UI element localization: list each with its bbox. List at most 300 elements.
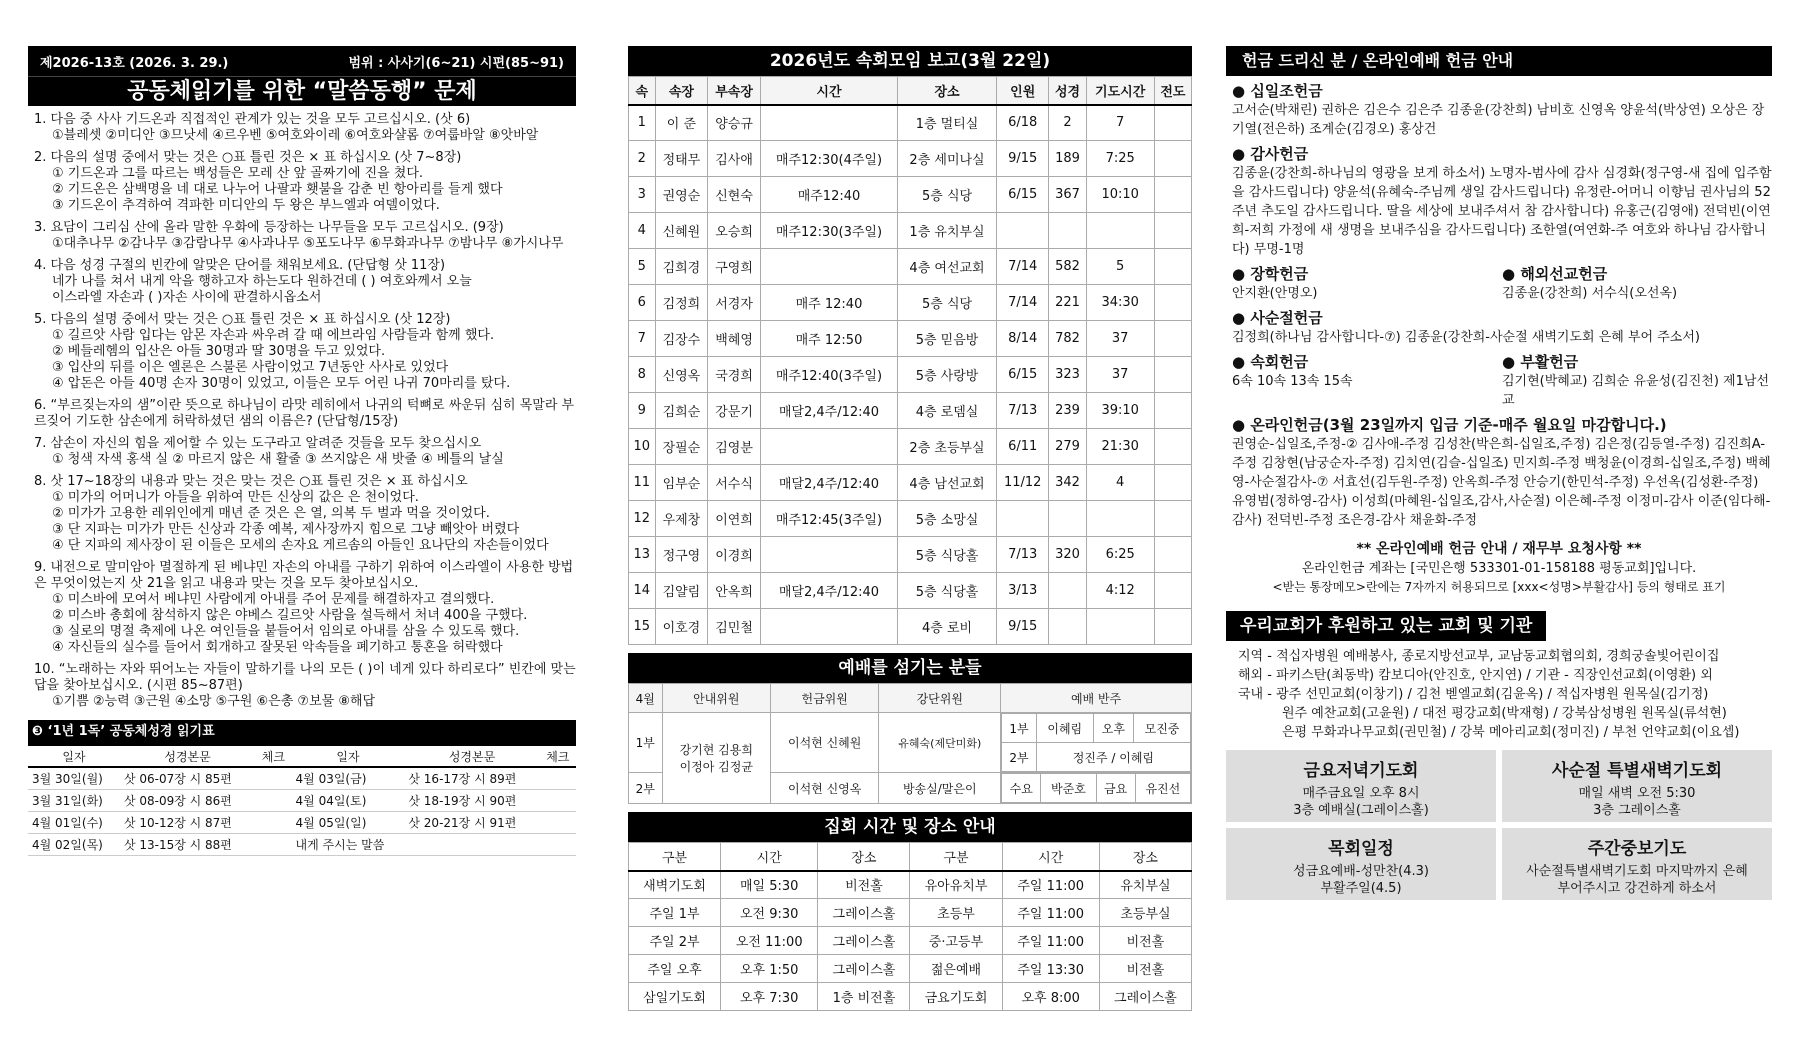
question-line: ② 베들레헴의 입산은 아들 30명과 딸 30명을 두고 있었다.: [52, 344, 386, 359]
table-cell: 9: [629, 393, 656, 429]
table-cell: [1154, 105, 1191, 141]
table-cell: 양승규: [708, 105, 761, 141]
table-row: [629, 465, 1192, 501]
table-cell: 김얄림: [655, 573, 708, 609]
question-line: ① 기드온과 그를 따르는 백성들은 모레 산 앞 골짜기에 진을 쳤다.: [52, 166, 424, 181]
table-cell: [1086, 213, 1154, 249]
table-row: [629, 537, 1192, 573]
table-cell: [760, 429, 897, 465]
table-cell: 582: [1049, 249, 1086, 285]
table-cell: 이경희: [708, 537, 761, 573]
serve-header: 안내위원: [662, 684, 770, 713]
table-cell: [760, 537, 897, 573]
schedule-box-line: 사순절특별새벽기도회 마지막까지 은혜: [1526, 864, 1748, 879]
schedule-box-line: 매일 새벽 오전 5:30: [1578, 786, 1696, 801]
table-cell: 비전홀: [818, 871, 910, 899]
online-list: 권영순-십일조,주정-② 김사애-주정 김성찬(박은희-십일조,주정) 김은정(김등열-주정) 김진희A-주정 김창현(남궁순자-주정) 김치연(김슬-십일조) 민지희-주정 백청윤(이경희-십일조,주정) 백혜영-사순절감사-⑦ 서효선(김두원-주정) 안옥희-주정 안승기(한민석-주정) 우선옥(김성환-주정) 유영범(정하영-감사) 이성희(마혜원-십일조,감사,사순절) 이은혜-주정 이정미-감사 이준(임다해-감사) 전덕빈-주정 조은경-감사 채윤화-주정: [1232, 437, 1771, 528]
table-cell: [1049, 501, 1086, 537]
table-cell: 8: [629, 357, 656, 393]
table-cell: 10:10: [1086, 177, 1154, 213]
table-cell: 10: [629, 429, 656, 465]
issue-number: 제2026-13호 (2026. 3. 29.): [40, 55, 229, 71]
table-cell: 5층 사랑방: [898, 357, 997, 393]
meeting-header: 장소: [1099, 843, 1191, 871]
table-cell: 279: [1049, 429, 1086, 465]
table-cell: 오전 9:30: [721, 899, 818, 927]
table-cell: [540, 833, 576, 855]
offering-title: 헌금 드리신 분 / 온라인예배 헌금 안내: [1226, 46, 1772, 76]
serve-header: 4월: [629, 684, 663, 713]
table-cell: 3/13: [997, 573, 1049, 609]
table-cell: 4층 여선교회: [898, 249, 997, 285]
table-cell: [540, 789, 576, 811]
table-cell: [1049, 573, 1086, 609]
question: [34, 150, 576, 214]
table-cell: 5층 소망실: [898, 501, 997, 537]
table-cell: 이 준: [655, 105, 708, 141]
table-cell: 21:30: [1086, 429, 1154, 465]
support-line: 해외 - 파키스탄(최동박) 캄보디아(안진호, 안지연) / 기관 - 직장인선교회(이영환) 외: [1238, 668, 1713, 683]
table-cell: 2층 세미나실: [898, 141, 997, 177]
table-cell: 7/14: [997, 285, 1049, 321]
serve-title: 예배를 섬기는 분들: [628, 653, 1192, 683]
table-cell: 내게 주시는 말씀: [292, 833, 405, 855]
table-row: [629, 609, 1192, 645]
question-line: ① 미스바에 모여서 베냐민 사람에게 아내를 주어 문제를 해결하자고 결의했다.: [52, 592, 495, 607]
table-cell: 김사애: [708, 141, 761, 177]
table-cell: [255, 833, 291, 855]
table-cell: 삿 08-09장 시 86편: [120, 789, 255, 811]
table-cell: 7/14: [997, 249, 1049, 285]
schedule-box-title: 목회일정: [1328, 839, 1394, 859]
schedule-boxes: [1226, 750, 1772, 900]
report-header: 속: [629, 77, 656, 105]
table-cell: 39:10: [1086, 393, 1154, 429]
group-report-table: [628, 76, 1192, 645]
table-cell: 오후 8:00: [1002, 983, 1099, 1011]
table-cell: 4층 남선교회: [898, 465, 997, 501]
table-cell: [1154, 573, 1191, 609]
tithe-list: 고서순(박채린) 권하은 김은수 김은주 김종윤(강찬희) 남비호 신영옥 양윤석(박상연) 오상은 장기열(전은하) 조계순(김경오) 홍상건: [1232, 103, 1765, 137]
reading-plan-table: [28, 744, 576, 856]
table-row: [629, 141, 1192, 177]
table-cell: [404, 833, 539, 855]
question-list: [28, 112, 576, 710]
question: [34, 560, 576, 656]
table-cell: 우제창: [655, 501, 708, 537]
table-cell: 주일 11:00: [1002, 899, 1099, 927]
table-cell: [760, 249, 897, 285]
table-cell: [540, 767, 576, 789]
table-cell: [255, 767, 291, 789]
question-options: ① 청색 자색 홍색 실 ② 마르지 않은 새 활줄 ③ 쓰지않은 새 밧줄 ④ 베틀의 날실: [52, 452, 504, 467]
table-cell: 6/11: [997, 429, 1049, 465]
table-cell: [1049, 609, 1086, 645]
schedule-box: [1502, 750, 1772, 822]
schedule-box: [1502, 828, 1772, 900]
meeting-header: 구분: [629, 843, 721, 871]
support-section: [1226, 611, 1772, 742]
table-cell: 권영순: [655, 177, 708, 213]
support-title: 우리교회가 후원하고 있는 교회 및 기관: [1226, 611, 1546, 641]
table-cell: [540, 811, 576, 833]
table-cell: [255, 789, 291, 811]
table-row: [629, 955, 1192, 983]
table-cell: [1154, 501, 1191, 537]
table-cell: 김희순: [655, 393, 708, 429]
meeting-header: 구분: [910, 843, 1002, 871]
easter-list: 김기현(박혜교) 김희순 유윤성(김진천) 제1남선교: [1502, 374, 1769, 408]
table-cell: 4층 로뎀실: [898, 393, 997, 429]
table-cell: 임부순: [655, 465, 708, 501]
table-cell: 4월 03일(금): [292, 767, 405, 789]
table-cell: [1154, 609, 1191, 645]
table-cell: 4: [1086, 465, 1154, 501]
question-text: 10. “노래하는 자와 뛰어노는 자들이 말하기를 나의 모든 ( )이 네게 있다 하리로다” 빈칸에 맞는 답을 찾아보십시오. (시편 85~87편): [34, 662, 576, 693]
table-cell: 삿 13-15장 시 88편: [120, 833, 255, 855]
table-cell: 1층 유치부실: [898, 213, 997, 249]
table-cell: 신현숙: [708, 177, 761, 213]
meeting-info-title: 집회 시간 및 장소 안내: [628, 812, 1192, 842]
table-cell: 3월 31일(화): [28, 789, 120, 811]
serve-altar: 방송실/말은이: [879, 773, 1001, 804]
schedule-box-line: 3층 예배실(그레이스홀): [1293, 803, 1429, 818]
table-cell: [1154, 465, 1191, 501]
table-cell: 7: [629, 321, 656, 357]
table-cell: 367: [1049, 177, 1086, 213]
question-line: ③ 실로의 명절 축제에 나온 여인들을 붙들어서 임의로 아내를 삼을 수 있도록 했다.: [52, 624, 520, 639]
schedule-box-line: 부활주일(4.5): [1320, 881, 1402, 896]
support-line: 국내 - 광주 선민교회(이창기) / 김천 벧엘교회(김윤옥) / 적십자병원 원목실(김기정): [1238, 687, 1709, 702]
question-text: 1. 다음 중 사사 기드온과 직접적인 관계가 있는 것을 모두 고르십시오. (삿 6): [34, 112, 471, 127]
table-cell: [1154, 537, 1191, 573]
question: [34, 662, 576, 710]
table-cell: 7/13: [997, 393, 1049, 429]
meeting-header: 시간: [721, 843, 818, 871]
table-cell: 6/15: [997, 357, 1049, 393]
schedule-box-title: 사순절 특별새벽기도회: [1551, 761, 1723, 781]
table-cell: 13: [629, 537, 656, 573]
meeting-column: [628, 46, 1192, 1011]
serve-table: [628, 683, 1192, 804]
table-cell: 239: [1049, 393, 1086, 429]
table-cell: 정태무: [655, 141, 708, 177]
table-cell: 323: [1049, 357, 1086, 393]
table-cell: 구영희: [708, 249, 761, 285]
table-cell: 이연희: [708, 501, 761, 537]
table-cell: 오후 7:30: [721, 983, 818, 1011]
table-cell: 중·고등부: [910, 927, 1002, 955]
question-line: ③ 단 지파는 미가가 만든 신상과 각종 예복, 제사장까지 힘으로 그냥 빼앗아 버렸다: [52, 522, 520, 537]
table-row: [28, 789, 576, 811]
tithe-heading: ● 십일조헌금: [1232, 82, 1772, 101]
table-cell: 5층 식당: [898, 177, 997, 213]
table-cell: 34:30: [1086, 285, 1154, 321]
question: [34, 436, 576, 468]
report-header: 속장: [655, 77, 708, 105]
table-cell: 3: [629, 177, 656, 213]
easter-heading: ● 부활헌금: [1502, 353, 1772, 372]
question-text: 5. 다음의 설명 중에서 맞는 것은 ○표 틀린 것은 × 표 하십시오 (삿 12장): [34, 312, 451, 327]
serve-offering: 이석현 신혜원: [770, 713, 878, 773]
table-cell: 12: [629, 501, 656, 537]
table-cell: [1154, 321, 1191, 357]
issue-bar: [28, 46, 576, 76]
table-cell: 국경희: [708, 357, 761, 393]
table-cell: 안옥희: [708, 573, 761, 609]
table-cell: 주일 2부: [629, 927, 721, 955]
table-cell: 금요기도회: [910, 983, 1002, 1011]
table-cell: 9/15: [997, 609, 1049, 645]
report-header: 인원: [997, 77, 1049, 105]
mission-list: 김종윤(강찬희) 서수식(오선옥): [1502, 286, 1678, 301]
meeting-header: 장소: [818, 843, 910, 871]
table-cell: 221: [1049, 285, 1086, 321]
table-cell: [1154, 213, 1191, 249]
question-options: ①기쁨 ②능력 ③근원 ④소망 ⑤구원 ⑥은총 ⑦보물 ⑧해답: [52, 694, 376, 709]
table-cell: 신혜원: [655, 213, 708, 249]
question-line: ④ 단 지파의 제사장이 된 이들은 모세의 손자요 게르솜의 아들인 요나단의 자손들이었다: [52, 538, 549, 553]
table-cell: [1154, 357, 1191, 393]
table-cell: 삿 16-17장 시 89편: [404, 767, 539, 789]
question-text: 9. 내전으로 말미암아 멸절하게 된 베냐민 자손의 아내를 구하기 위하여 이스라엘이 사용한 방법은 무엇이었는지 삿 21을 읽고 내용과 맞는 것을 모두 찾아보십시오.: [34, 560, 574, 591]
table-row: [629, 927, 1192, 955]
schedule-box-line: 성금요예배-성만찬(4.3): [1293, 864, 1429, 879]
table-cell: 189: [1049, 141, 1086, 177]
table-cell: 8/14: [997, 321, 1049, 357]
table-cell: 삿 18-19장 시 90편: [404, 789, 539, 811]
table-cell: 1: [629, 105, 656, 141]
table-cell: 초등부: [910, 899, 1002, 927]
table-cell: [760, 105, 897, 141]
meeting-header: 시간: [1002, 843, 1099, 871]
question: [34, 474, 576, 554]
table-cell: 1층 비전홀: [818, 983, 910, 1011]
table-cell: 정구영: [655, 537, 708, 573]
schedule-box-title: 주간중보기도: [1587, 839, 1687, 859]
table-cell: 2: [629, 141, 656, 177]
table-cell: 매주12:40(3주일): [760, 357, 897, 393]
question-text: 6. “부르짖는자의 샘”이란 뜻으로 하나님이 라맛 레히에서 나귀의 턱뼈로 싸운뒤 심히 목말라 부르짖어 기도한 삼손에게 허락하셨던 샘의 이름은? (단답형/15장): [34, 398, 575, 429]
table-row: [28, 811, 576, 833]
table-cell: 4층 로비: [898, 609, 997, 645]
table-cell: 유아유치부: [910, 871, 1002, 899]
table-cell: [1154, 393, 1191, 429]
question-options: ①블레셋 ②미디안 ③므낫세 ④르우벤 ⑤여호와이레 ⑥여호와샬롬 ⑦여룹바알 ⑧앗바알: [52, 128, 539, 143]
table-cell: 3월 30일(월): [28, 767, 120, 789]
table-cell: 4: [629, 213, 656, 249]
table-row: [629, 871, 1192, 899]
serve-part: 2부: [629, 773, 663, 804]
table-cell: 4월 02일(목): [28, 833, 120, 855]
question-line: 이스라엘 자손과 ( )자손 사이에 판결하시옵소서: [52, 290, 322, 305]
table-cell: 4월 01일(수): [28, 811, 120, 833]
report-header: 장소: [898, 77, 997, 105]
table-cell: 11: [629, 465, 656, 501]
table-cell: 2: [1049, 105, 1086, 141]
serve-altar: 유혜숙(제단미화): [879, 713, 1001, 773]
table-cell: 김정희: [655, 285, 708, 321]
table-cell: [1154, 177, 1191, 213]
table-row: [629, 249, 1192, 285]
serve-header: 강단위원: [879, 684, 1001, 713]
table-cell: 5층 믿음방: [898, 321, 997, 357]
table-cell: 김장수: [655, 321, 708, 357]
table-row: [629, 321, 1192, 357]
table-row: [629, 177, 1192, 213]
table-cell: 매주12:45(3주일): [760, 501, 897, 537]
offering-column: [1226, 46, 1772, 900]
table-cell: 5: [629, 249, 656, 285]
table-cell: 4월 05일(일): [292, 811, 405, 833]
question-line: ② 미스바 총회에 참석하지 않은 야베스 길르앗 사람을 설득해서 처녀 400을 구했다.: [52, 608, 528, 623]
question-line: 네가 나를 쳐서 내게 악을 행하고자 하는도다 원하건데 ( ) 여호와께서 오늘: [52, 274, 472, 289]
serve-part: 1부: [629, 713, 663, 773]
question: [34, 258, 576, 306]
table-row: [28, 833, 576, 855]
question-line: ① 길르앗 사람 입다는 암몬 자손과 싸우려 갈 때 에브라임 사람들과 함께 했다.: [52, 328, 495, 343]
report-header: 전도: [1154, 77, 1191, 105]
table-cell: 11/12: [997, 465, 1049, 501]
question-text: 3. 요담이 그리심 산에 올라 말한 우화에 등장하는 나무들을 모두 고르십시오. (9장): [34, 220, 504, 235]
table-cell: 백혜영: [708, 321, 761, 357]
reading-header: 성경본문: [120, 745, 255, 767]
question-text: 7. 삼손이 자신의 힘을 제어할 수 있는 도구라고 알려준 것들을 모두 찾으십시오: [34, 436, 482, 451]
table-row: [629, 573, 1192, 609]
table-cell: 오승희: [708, 213, 761, 249]
table-cell: 비전홀: [1099, 927, 1191, 955]
table-cell: 1층 멀티실: [898, 105, 997, 141]
table-cell: 김민철: [708, 609, 761, 645]
table-cell: 김영분: [708, 429, 761, 465]
table-row: [629, 429, 1192, 465]
question-text: 2. 다음의 설명 중에서 맞는 것은 ○표 틀린 것은 × 표 하십시오 (삿 7~8장): [34, 150, 462, 165]
schedule-box: [1226, 750, 1496, 822]
table-cell: 782: [1049, 321, 1086, 357]
table-cell: 9/15: [997, 141, 1049, 177]
question-text: 4. 다음 성경 구절의 빈칸에 알맞은 단어를 채워보세요. (단답형 삿 11장): [34, 258, 446, 273]
table-cell: 주일 11:00: [1002, 927, 1099, 955]
mission-heading: ● 해외선교헌금: [1502, 265, 1772, 284]
table-cell: 7/13: [997, 537, 1049, 573]
report-header: 시간: [760, 77, 897, 105]
question: [34, 112, 576, 144]
serve-offering: 이석현 신영옥: [770, 773, 878, 804]
table-cell: 주일 1부: [629, 899, 721, 927]
table-cell: 14: [629, 573, 656, 609]
reading-header: 일자: [28, 745, 120, 767]
table-row: [629, 983, 1192, 1011]
lent-list: 김정희(하나님 감사합니다-⑦) 김종윤(강찬희-사순절 새벽기도회 은혜 부어 주소서): [1232, 330, 1700, 345]
table-cell: 유치부실: [1099, 871, 1191, 899]
scholarship-heading: ● 장학헌금: [1232, 265, 1502, 284]
question-line: ④ 압돈은 아들 40명 손자 30명이 있었고, 이들은 모두 어린 나귀 70마리를 탔다.: [52, 376, 511, 391]
scholarship-list: 안지환(안명오): [1232, 286, 1318, 301]
question-line: ③ 기드온이 추격하여 격파한 미디안의 두 왕은 부느엘과 여델이었다.: [52, 198, 440, 213]
table-cell: 매주12:30(4주일): [760, 141, 897, 177]
report-header: 기도시간: [1086, 77, 1154, 105]
question-line: ③ 입산의 뒤를 이은 엘론은 스불론 사람이었고 7년동안 사사로 있었다: [52, 360, 449, 375]
support-line: 지역 - 적십자병원 예배봉사, 종로지방선교부, 교남동교회협의회, 경희궁솔빛어린이집: [1238, 649, 1720, 664]
group-report-title: 2026년도 속회모임 보고(3월 22일): [628, 46, 1192, 76]
table-cell: [1154, 249, 1191, 285]
support-line: 은평 무화과나무교회(권민철) / 강북 메아리교회(정미진) / 부천 언약교회(이요셉): [1282, 725, 1740, 740]
serve-header: 예배 반주: [1001, 684, 1192, 713]
table-cell: 매달2,4주/12:40: [760, 393, 897, 429]
reading-plan-title: ❸ ‘1년 1독’ 공동체성경 읽기표: [28, 720, 576, 744]
table-cell: 5층 식당: [898, 285, 997, 321]
table-cell: 매주12:40: [760, 177, 897, 213]
serve-guide: 강기현 김용희 이정아 김정균: [662, 713, 770, 804]
table-cell: 매주 12:40: [760, 285, 897, 321]
table-cell: 15: [629, 609, 656, 645]
table-cell: 그레이스홀: [1099, 983, 1191, 1011]
table-cell: 그레이스홀: [818, 927, 910, 955]
table-cell: [997, 213, 1049, 249]
table-cell: 4월 04일(토): [292, 789, 405, 811]
question: [34, 398, 576, 430]
table-cell: 초등부실: [1099, 899, 1191, 927]
question-line: ① 미가의 어머니가 아들을 위하여 만든 신상의 값은 은 천이었다.: [52, 490, 419, 505]
thanks-list: 김종윤(강찬희-하나님의 영광을 보게 하소서) 노명자-범사에 감사 심경화(정구영-새 집에 입주함을 감사드립니다) 양윤석(유혜숙-주님께 생일 감사드립니다) 유정란-어머니 이향님 권사님의 52주년 추도일 감사드립니다. 딸을 세상에 보내주셔서 참 감사합니다) 유홍근(김영애) 전덕빈(이연희-저희 가정에 새 생명을 보내주심을 감사드립니다) 조한열(여연화-주 여호와 하나님 감사합니다) 무명-1명: [1232, 166, 1772, 257]
table-cell: 삿 06-07장 시 85편: [120, 767, 255, 789]
group-offering-heading: ● 속회헌금: [1232, 353, 1502, 372]
reading-header: 체크: [255, 745, 291, 767]
table-cell: 4:12: [1086, 573, 1154, 609]
table-cell: 이호경: [655, 609, 708, 645]
table-cell: [255, 811, 291, 833]
question: [34, 312, 576, 392]
table-cell: 서수식: [708, 465, 761, 501]
table-cell: 김희경: [655, 249, 708, 285]
schedule-box-line: 매주금요일 오후 8시: [1302, 786, 1420, 801]
table-cell: 6/18: [997, 105, 1049, 141]
table-cell: 37: [1086, 357, 1154, 393]
table-cell: 2층 초등부실: [898, 429, 997, 465]
quiz-title: 공동체읽기를 위한 “말씀동행” 문제: [28, 76, 576, 106]
table-cell: 새벽기도회: [629, 871, 721, 899]
question: [34, 220, 576, 252]
table-cell: 6/15: [997, 177, 1049, 213]
table-cell: 그레이스홀: [818, 955, 910, 983]
table-cell: 젊은예배: [910, 955, 1002, 983]
table-cell: 5층 식당홀: [898, 537, 997, 573]
report-header: 성경: [1049, 77, 1086, 105]
report-header: 부속장: [708, 77, 761, 105]
table-cell: 장필순: [655, 429, 708, 465]
table-cell: [997, 501, 1049, 537]
table-cell: 매달2,4주/12:40: [760, 465, 897, 501]
table-cell: [1154, 285, 1191, 321]
lent-heading: ● 사순절헌금: [1232, 309, 1772, 328]
thanks-heading: ● 감사헌금: [1232, 145, 1772, 164]
table-cell: 매달2,4주/12:40: [760, 573, 897, 609]
table-cell: 6:25: [1086, 537, 1154, 573]
table-cell: 삼일기도회: [629, 983, 721, 1011]
table-row: [629, 393, 1192, 429]
table-cell: 삿 20-21장 시 91편: [404, 811, 539, 833]
online-heading: ● 온라인헌금(3월 23일까지 입금 기준-매주 월요일 마감합니다.): [1232, 416, 1772, 435]
table-cell: 5층 식당홀: [898, 573, 997, 609]
table-cell: 37: [1086, 321, 1154, 357]
table-cell: 320: [1049, 537, 1086, 573]
quiz-column: [28, 46, 576, 856]
reading-header: 일자: [292, 745, 405, 767]
table-cell: [1049, 213, 1086, 249]
serve-header: 헌금위원: [770, 684, 878, 713]
reading-range: 범위 : 사사기(6~21) 시편(85~91): [348, 55, 564, 71]
table-cell: 주일 13:30: [1002, 955, 1099, 983]
